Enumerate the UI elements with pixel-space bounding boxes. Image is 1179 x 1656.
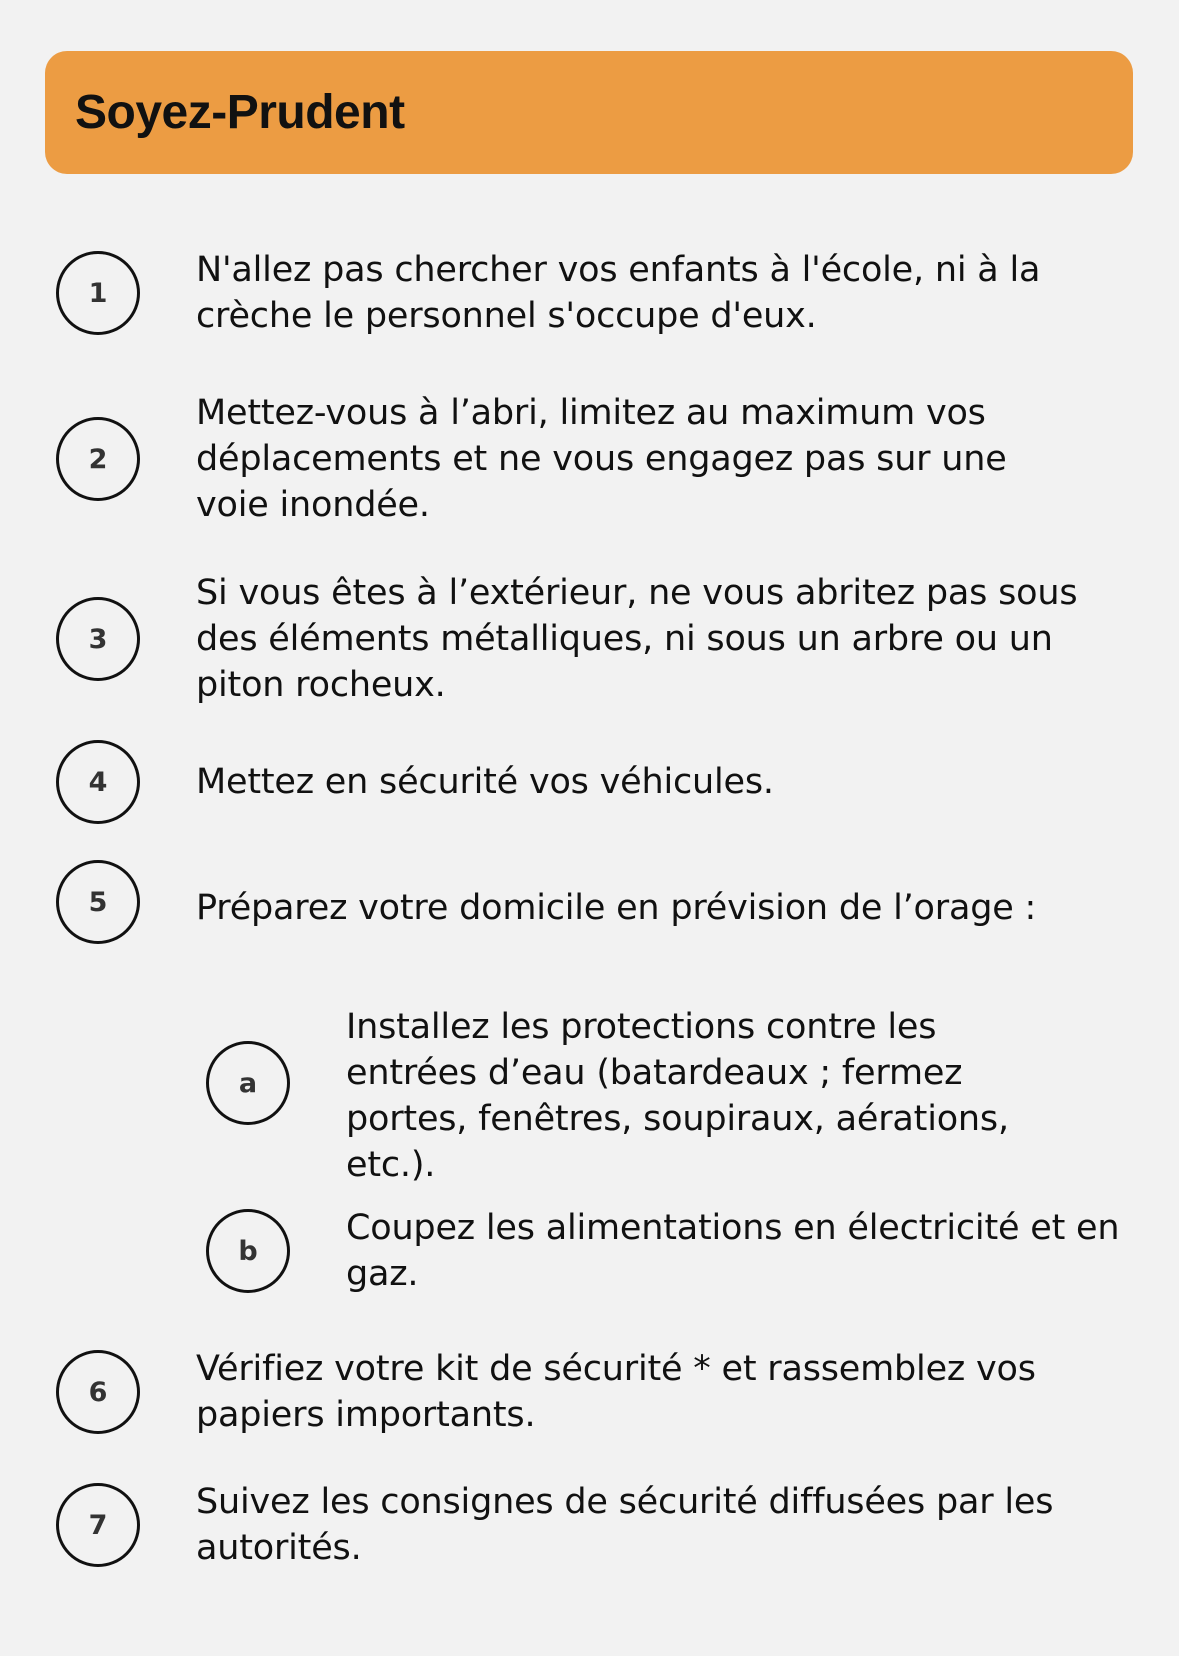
list-item-step-6 bbox=[56, 1346, 1136, 1438]
substep-letter-a-icon: a bbox=[206, 1041, 290, 1125]
substep-text-a: Installez les protections contre les entrées d’eau (batardeaux ; fermez portes, fenêtres, soupiraux, aérations, etc.). bbox=[346, 1007, 1009, 1185]
substep-letter-b-icon: b bbox=[206, 1209, 290, 1293]
step-text-4: Mettez en sécurité vos véhicules. bbox=[196, 762, 774, 802]
step-number-5-icon: 5 bbox=[56, 860, 140, 944]
substep-text-b: Coupez les alimentations en électricité et en gaz. bbox=[346, 1208, 1120, 1294]
step-text-6: Vérifiez votre kit de sécurité * et rassemblez vos papiers importants. bbox=[196, 1349, 1036, 1435]
step-number-6-icon: 6 bbox=[56, 1350, 140, 1434]
step-text-7: Suivez les consignes de sécurité diffusées par les autorités. bbox=[196, 1482, 1054, 1568]
list-item-step-1 bbox=[56, 247, 1136, 339]
step-text-1: N'allez pas chercher vos enfants à l'école, ni à la crèche le personnel s'occupe d'eux. bbox=[196, 250, 1041, 336]
list-item-step-5 bbox=[56, 860, 1136, 944]
step-number-3-icon: 3 bbox=[56, 597, 140, 681]
step-number-7-icon: 7 bbox=[56, 1483, 140, 1567]
list-item-step-4 bbox=[56, 740, 1136, 824]
list-item-step-2 bbox=[56, 390, 1136, 528]
page-title: Soyez-Prudent bbox=[75, 86, 405, 139]
header-banner bbox=[45, 51, 1133, 174]
step-text-5: Préparez votre domicile en prévision de l’orage : bbox=[196, 888, 1037, 928]
step-number-4-icon: 4 bbox=[56, 740, 140, 824]
list-item-substep-b bbox=[206, 1205, 1136, 1297]
step-number-1-icon: 1 bbox=[56, 251, 140, 335]
list-item-step-7 bbox=[56, 1479, 1136, 1571]
list-item-step-3 bbox=[56, 570, 1136, 708]
step-number-2-icon: 2 bbox=[56, 417, 140, 501]
step-text-2: Mettez-vous à l’abri, limitez au maximum vos déplacements et ne vous engagez pas sur une voie inondée. bbox=[196, 393, 1007, 525]
step-text-3: Si vous êtes à l’extérieur, ne vous abritez pas sous des éléments métalliques, ni sous un arbre ou un piton rocheux. bbox=[196, 573, 1078, 705]
list-item-substep-a bbox=[206, 978, 1136, 1188]
